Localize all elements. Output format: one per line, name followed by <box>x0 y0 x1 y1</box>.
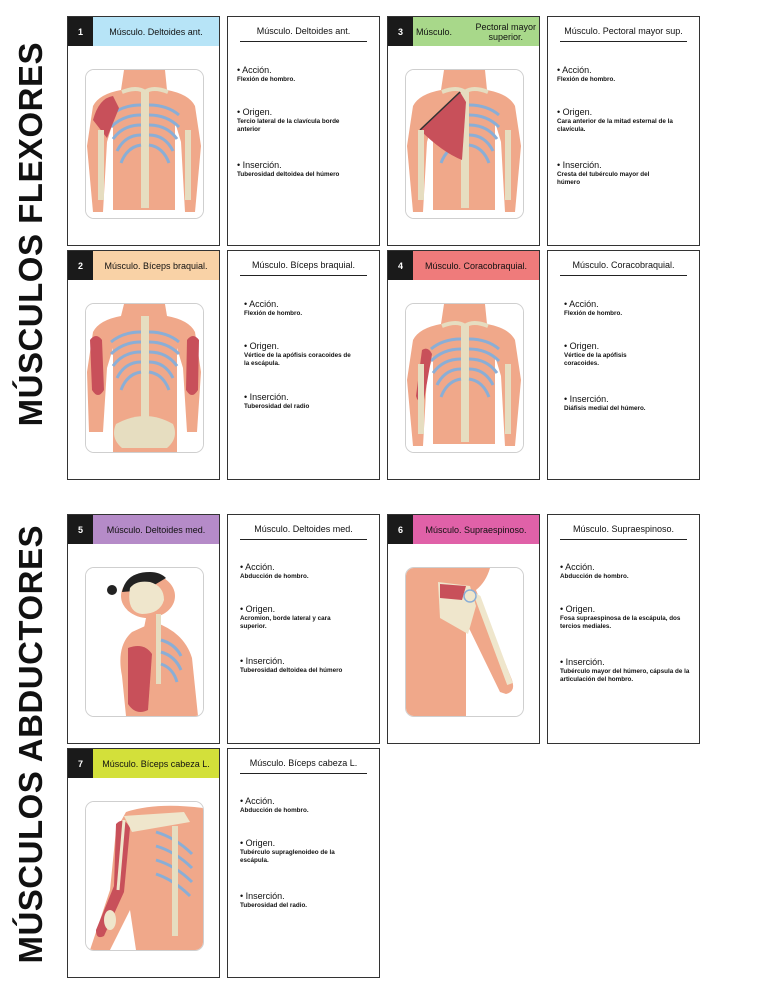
card-title: Músculo. Deltoides med. <box>240 524 367 540</box>
origen-label: • Origen. <box>557 107 593 117</box>
card-header <box>388 17 539 46</box>
insercion-text: Cresta del tubérculo mayor del húmero <box>557 171 650 186</box>
insercion-text: Tuberosidad deltoidea del húmero <box>237 171 340 178</box>
text-card-3 <box>547 16 700 246</box>
anatomy-illustration <box>85 303 204 453</box>
origen-text: Fosa supraespinosa de la escápula, dos tercios mediales. <box>560 615 681 630</box>
accion-block <box>564 299 693 318</box>
origen-block <box>560 604 693 630</box>
section-title-flexores <box>8 14 54 454</box>
accion-label: • Acción. <box>564 299 599 309</box>
image-card-3 <box>387 16 540 246</box>
insercion-label: • Inserción. <box>237 160 282 170</box>
card-number: 6 <box>388 515 413 544</box>
insercion-label: • Inserción. <box>244 392 289 402</box>
accion-block <box>240 562 373 581</box>
origen-label: • Origen. <box>240 838 276 848</box>
text-card-6 <box>547 514 700 744</box>
card-number: 1 <box>68 17 93 46</box>
origen-text: Cara anterior de la mitad esternal de la clavícula. <box>557 118 673 133</box>
accion-text: Flexión de hombro. <box>557 76 616 83</box>
insercion-text: Tubérculo mayor del húmero, cápsula de la articulación del hombro. <box>560 668 690 683</box>
accion-label: • Acción. <box>237 65 272 75</box>
insercion-block <box>564 394 693 413</box>
accion-block <box>557 65 693 84</box>
card-title <box>413 17 539 46</box>
card-title-part: Músculo. <box>416 26 453 37</box>
card-title: Músculo. Pectoral mayor sup. <box>560 26 687 42</box>
insercion-block <box>560 657 693 683</box>
insercion-label: • Inserción. <box>240 891 285 901</box>
origen-text: Tercio lateral de la clavícula borde anterior <box>237 118 340 133</box>
insercion-label: • Inserción. <box>564 394 609 404</box>
accion-block <box>240 796 373 815</box>
origen-label: • Origen. <box>564 341 600 351</box>
insercion-label: • Inserción. <box>560 657 605 667</box>
origen-label: • Origen. <box>560 604 596 614</box>
card-title: Músculo. Supraespinoso. <box>560 524 687 540</box>
section-title-text: MÚSCULOS FLEXORES <box>12 41 49 427</box>
text-card-5 <box>227 514 380 744</box>
origen-block <box>237 107 373 133</box>
insercion-label: • Inserción. <box>240 656 285 666</box>
origen-label: • Origen. <box>240 604 276 614</box>
insercion-block <box>240 656 373 675</box>
origen-label: • Origen. <box>237 107 273 117</box>
origen-text: Vértice de la apófisis coracoides de la escápula. <box>244 352 351 367</box>
accion-label: • Acción. <box>240 562 275 572</box>
accion-text: Abducción de hombro. <box>560 573 629 580</box>
card-title: Músculo. Bíceps braquial. <box>93 251 219 280</box>
accion-label: • Acción. <box>560 562 595 572</box>
accion-text: Abducción de hombro. <box>240 807 309 814</box>
card-header <box>388 251 539 280</box>
origen-block <box>240 838 373 864</box>
card-title: Músculo. Bíceps braquial. <box>240 260 367 276</box>
card-title: Músculo. Deltoides med. <box>93 515 219 544</box>
card-header <box>68 749 219 778</box>
accion-block <box>237 65 373 84</box>
anatomy-illustration <box>405 567 524 717</box>
image-card-2 <box>67 250 220 480</box>
accion-label: • Acción. <box>240 796 275 806</box>
card-title: Músculo. Bíceps cabeza L. <box>240 758 367 774</box>
card-title: Músculo. Bíceps cabeza L. <box>93 749 219 778</box>
text-card-2 <box>227 250 380 480</box>
accion-text: Abducción de hombro. <box>240 573 309 580</box>
origen-block <box>240 604 373 630</box>
anatomy-illustration <box>85 567 204 717</box>
card-header <box>388 515 539 544</box>
card-title-part: Pectoral mayor <box>475 21 536 32</box>
insercion-block <box>557 160 693 186</box>
accion-text: Flexión de hombro. <box>244 310 303 317</box>
origen-text: Vértice de la apófisis coracoides. <box>564 352 627 367</box>
insercion-block <box>240 891 373 910</box>
image-card-1 <box>67 16 220 246</box>
card-header <box>68 515 219 544</box>
card-number: 7 <box>68 749 93 778</box>
card-header <box>68 251 219 280</box>
card-number: 3 <box>388 17 413 46</box>
origen-text: Tubérculo supraglenoideo de la escápula. <box>240 849 335 864</box>
origen-label: • Origen. <box>244 341 280 351</box>
card-title: Músculo. Deltoides ant. <box>240 26 367 42</box>
anatomy-illustration <box>405 303 524 453</box>
card-title: Músculo. Supraespinoso. <box>413 515 539 544</box>
origen-block <box>557 107 693 133</box>
accion-text: Flexión de hombro. <box>564 310 623 317</box>
origen-block <box>564 341 693 367</box>
image-card-4 <box>387 250 540 480</box>
section-title-text: MÚSCULOS ABDUCTORES <box>12 524 49 964</box>
insercion-text: Tuberosidad del radio <box>244 403 310 410</box>
card-title-part: superior. <box>488 31 523 42</box>
accion-block <box>560 562 693 581</box>
card-number: 5 <box>68 515 93 544</box>
accion-label: • Acción. <box>557 65 592 75</box>
insercion-text: Diáfisis medial del húmero. <box>564 405 646 412</box>
anatomy-illustration <box>85 801 204 951</box>
origen-block <box>244 341 373 367</box>
anatomy-illustration <box>85 69 204 219</box>
text-card-7 <box>227 748 380 978</box>
insercion-block <box>244 392 373 411</box>
accion-text: Flexión de hombro. <box>237 76 296 83</box>
accion-block <box>244 299 373 318</box>
insercion-label: • Inserción. <box>557 160 602 170</box>
insercion-block <box>237 160 373 179</box>
insercion-text: Tuberosidad deltoidea del húmero <box>240 667 343 674</box>
origen-text: Acromion, borde lateral y cara superior. <box>240 615 331 630</box>
image-card-7 <box>67 748 220 978</box>
anatomy-illustration <box>405 69 524 219</box>
accion-label: • Acción. <box>244 299 279 309</box>
card-title: Músculo. Coracobraquial. <box>560 260 687 276</box>
text-card-4 <box>547 250 700 480</box>
insercion-text: Tuberosidad del radio. <box>240 902 308 909</box>
card-title: Músculo. Deltoides ant. <box>93 17 219 46</box>
card-title: Músculo. Coracobraquial. <box>413 251 539 280</box>
text-card-1 <box>227 16 380 246</box>
card-header <box>68 17 219 46</box>
card-number: 4 <box>388 251 413 280</box>
section-title-abductores <box>8 504 54 984</box>
image-card-5 <box>67 514 220 744</box>
card-number: 2 <box>68 251 93 280</box>
image-card-6 <box>387 514 540 744</box>
